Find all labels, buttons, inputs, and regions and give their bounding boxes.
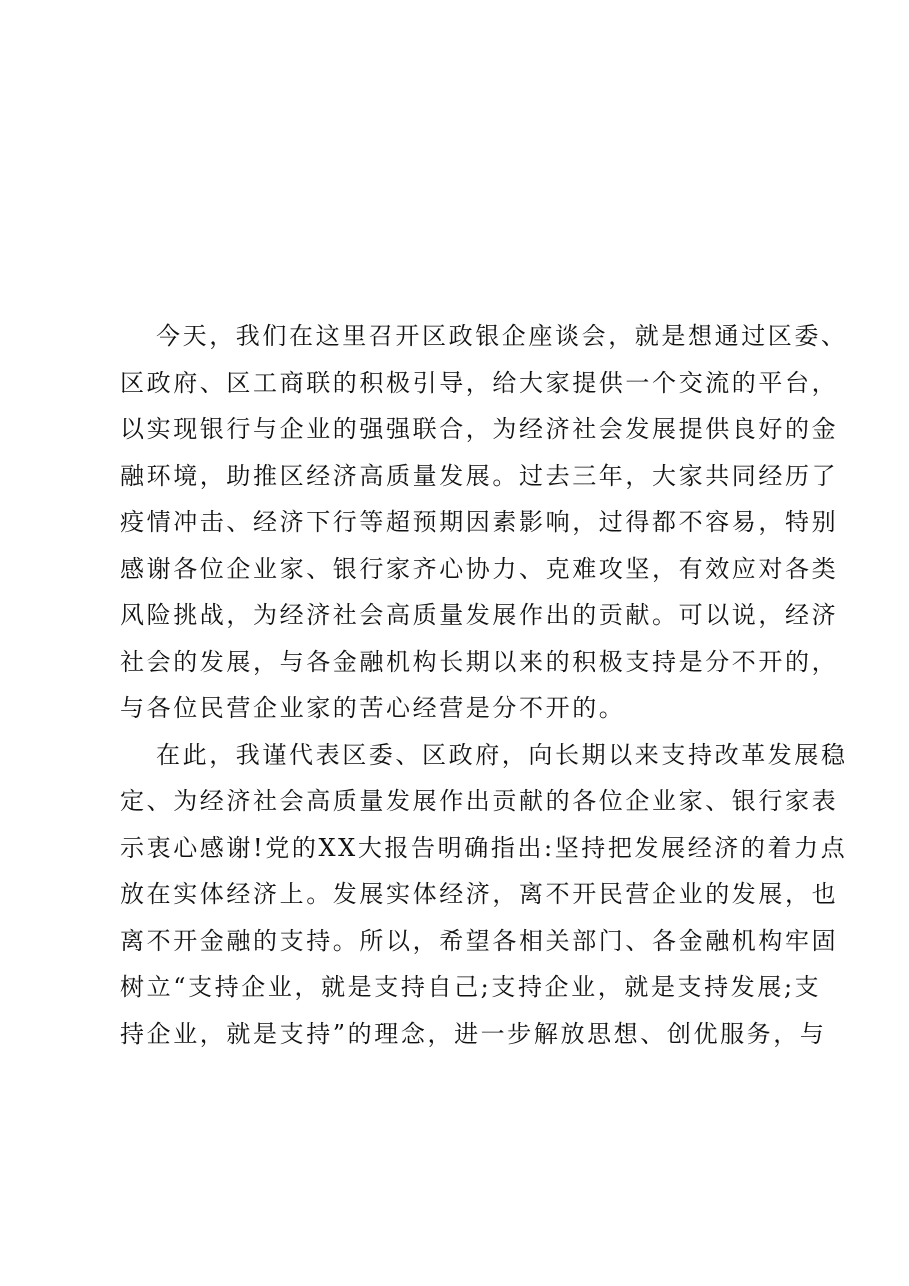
paragraph-1 (120, 313, 848, 732)
paragraph-line: 与各位民营企业家的苦心经营是分不开的。 (120, 694, 626, 722)
document-body (120, 313, 848, 1057)
paragraph-line: 社会的发展，与各金融机构长期以来的积极支持是分不开的， (120, 647, 839, 676)
paragraph-line: 以实现银行与企业的强强联合，为经济社会发展提供良好的金 (120, 415, 839, 443)
paragraph-line: 今天，我们在这里召开区政银企座谈会，就是想通过区委、 (156, 322, 848, 350)
paragraph-line: 定、为经济社会高质量发展作出贡献的各位企业家、银行家表 (120, 787, 839, 815)
paragraph-line: 感谢各位企业家、银行家齐心协力、克难攻坚，有效应对各类 (120, 554, 839, 583)
paragraph-line: 树立“支持企业，就是支持自己;支持企业，就是支持发展;支 (120, 973, 822, 1001)
paragraph-line: 风险挑战，为经济社会高质量发展作出的贡献。可以说，经济 (120, 601, 839, 629)
paragraph-line: 区政府、区工商联的积极引导，给大家提供一个交流的平台， (120, 368, 839, 397)
paragraph-line: 疫情冲击、经济下行等超预期因素影响，过得都不容易，特别 (120, 508, 839, 536)
paragraph-2 (120, 732, 848, 1058)
paragraph-line: 在此，我谨代表区委、区政府，向长期以来支持改革发展稳 (156, 740, 848, 769)
paragraph-line: 融环境，助推区经济高质量发展。过去三年，大家共同经历了 (120, 461, 839, 490)
paragraph-line: 离不开金融的支持。所以，希望各相关部门、各金融机构牢固 (120, 926, 839, 955)
paragraph-line: 放在实体经济上。发展实体经济，离不开民营企业的发展，也 (120, 880, 839, 908)
paragraph-line: 示衷心感谢!党的XX大报告明确指出:坚持把发展经济的着力点 (120, 833, 848, 862)
paragraph-line: 持企业，就是支持”的理念，进一步解放思想、创优服务，与 (120, 1019, 827, 1048)
